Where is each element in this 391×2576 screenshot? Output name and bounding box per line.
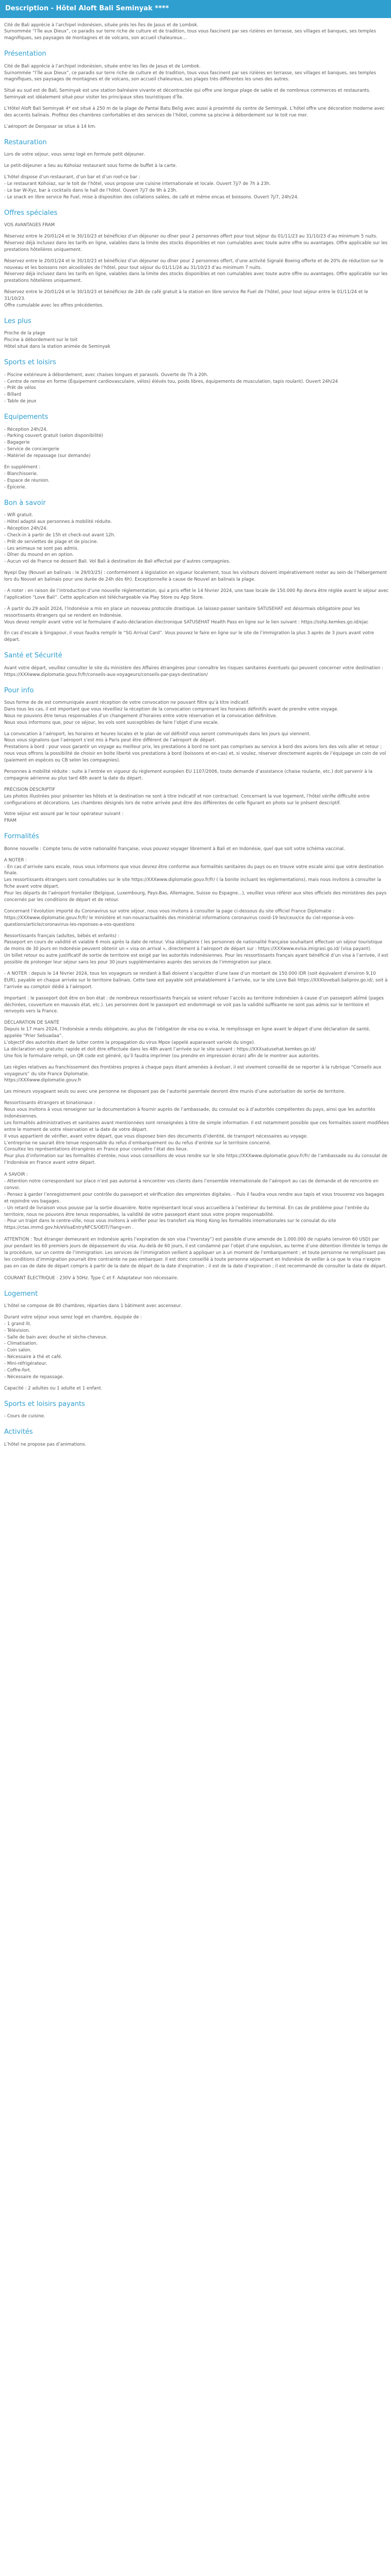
paragraph: Lors de votre séjour, vous serez logé en formule petit déjeuner. — [4, 152, 145, 158]
paragraph: Cité de Bali apprécie à l’archipel indonésien, située près les îles de Jasus et de Lombok. Surnommée “l’Île aux Dieux”, ce paradis sur terre riche de culture et de tradition, tous vous fascinent par ses rizières en terrasse, ses villages et banques, ses temples magnifiques, ses paysages de montagnes et de volcans, son accueil chaleureux… — [4, 22, 376, 41]
section-heading-lesplus: Les plus — [4, 317, 31, 325]
paragraph: - Réception 24h/24. - Parking couvert gratuit (selon disponibilité) - Bagagerie - Service de conciergerie - Matériel de repassage (sur demande) — [4, 427, 103, 459]
paragraph: Important : le passeport doit être en bon état : de nombreux ressortissants français se voient refuser l’accès au territoire indonésien à cause d’un passeport abîmé (pages déchirées, couverture en mauvais état, etc.). Les personnes dont le passeport est endommagé se voit pas la validité suffisante ne sont pas admis sur le territoire et renvoyés vers la France. — [4, 995, 384, 1014]
section-heading-restauration: Restauration — [4, 138, 47, 146]
paragraph: - A NOTER : depuis le 14 février 2024, tous les voyageurs se rendant à Bali doivent s’acquitter d’une taxe d’un montant de 150.000 IDR (soit équivalent d’environ 9,10 EUR), payable en chaque arrivée sur le territoire balinais. Cette taxe est payable soit préalablement à l’arrivée, sur le site Love Bali https://XXXlovebali.baliprov.go.id/, soit à l’arrivée au comptoir dédié à l’aéroport. — [4, 971, 388, 990]
paragraph: Personnes à mobilité réduite : suite à l’entrée en vigueur du règlement européen EU 1107/2006, toute demande d’assistance (chaise roulante, etc.) doit parvenir à la compagnie aérienne au plus tard 48h avant la date du départ. — [4, 769, 373, 781]
paragraph: L’hôtel dispose d’un restaurant, d’un bar et d’un roof-ce bar : - Le restaurant Kohoiaz, sur le toit de l’hôtel, vous propose une cuisine internationale et locale. Ouvert 7j/7 de 7h à 23h. - Le bar W-Xyz, bar à cocktails dans le hall de l’hôtel. Ouvert 7j/7 de 9h à 23h. - Le snack en libre service Re Fuel, mise à disposition des collations salées, de café et même encas et boissons. Ouvert 7j/7, 24h/24. — [4, 175, 299, 200]
section-heading-equipements: Equipements — [4, 413, 48, 421]
paragraph: Cité de Bali apprécie à l’archipel indonésien, située entre les îles de Jasus et de Lombok. Surnommée “l’Île aux Dieux”, ce paradis sur terre riche de culture et de tradition, tous vous fascinent par ses rizières en terrasse, ses villages et banques, ses temples magnifiques, ses paysages de montagnes et de volcans, son accueil chaleureux, ses plages très différentes les unes des autres. — [4, 63, 376, 82]
section-lesplus — [4, 316, 389, 350]
section-heading-sante: Santé et Sécurité — [4, 652, 62, 660]
paragraph: - Piscine extérieure à débordement, avec chaises longues et parasols. Ouverte de 7h à 20h. - Centre de remise en forme (Équipement cardiovasculaire, vélos) élévés tou, poids libres, équipements de musculation, tapis roulant). Ouvert 24h/24 - Prêt de vélos - Billard - Table de jeux — [4, 372, 338, 404]
description-title: Description - Hôtel Aloft Bali Seminyak **** — [0, 0, 391, 18]
paragraph: A NOTER : - En cas d’arrivée sans escale, nous vous informons que vous devrez être conforme aux formalités sanitaires du pays ou en trouve votre escale ainsi que votre destination finale. Les ressortissants étrangers sont consultables sur le site https://XXXwww.diplomatie.gouv.fr/fr/ ( la bonite incluant les réglementations), mais nous invitons à consulter la fiche avant votre départ. Pour les départs de l’aéroport frontalier (Belgique, Luxembourg, Pays-Bas, Allemagne, Suisse ou Espagne...), veuillez vous référer aux sites officiels des ministères des pays concernés par les conditions de départ et de retour. — [4, 857, 387, 903]
paragraph: Réservez entre le 20/01/24 et le 30/10/23 et bénéficiez d’un déjeuner ou dîner pour 2 personnes offert, d’une activité Signalé Boeing offerte et de 20% de réduction sur le nouveau et les boissons non alcoolisées de l’hôtel, pour tout séjour du 01/11/24 au 31/10/23 d’au minimum 7 nuits. Réservez déjà inclusez dans les tarifs en ligne, valables dans la limite des stocks disponibles et non cumulables avec toute autre offre ou avantages. Offre applicable sur les prestations hôtelières uniquement. — [4, 258, 388, 284]
paragraph: En cas d’escale à Singapour, il vous faudra remplir le “SG Arrival Card”. Vous pouvez le faire en ligne sur le site de l’immigration la plus 3 après de 3 jours avant votre départ. — [4, 631, 374, 643]
paragraph: Les mineurs voyageant seuls ou avec une personne ne disposant pas de l’autorité parentale devront être munis d’une autorisation de sortie de territoire. — [4, 1089, 346, 1095]
paragraph: Capacité : 2 adultes ou 1 adulte et 1 enfant. — [4, 1385, 103, 1391]
paragraph: - À partir du 29 août 2024, l’Indonésie a mis en place un nouveau protocole drastique. Le laissez-passer sanitaire SATUSEHAT est désormais obligatoire pour les ressortissants étrangers qui se rendent en Indonésie. Vous devez remplir avant votre vol le formulaire d’auto-déclaration électronique SATUSEHAT Health Pass en ligne sur le lien suivant : https://sshp.kemkes.go.id/ejac — [4, 606, 369, 625]
section-logement — [4, 1289, 389, 1392]
paragraph: Nyepi Day (Nouvel an balinais : le 29/03/25) : conformément à législation en vigueur localement, tous les visiteurs doivent impérativement rester au sein de l’hébergement lors du Nouvel an balinais pour une durée de 24h dès 6h). Exceptionnelle à cause de Nouvel an balinais la plage. — [4, 570, 387, 583]
paragraph: Sous forme de de est communiquée avant réception de votre convocation ne pouvant filtre qu’à titre indicatif. Dans tous les cas, il est important que vous réveilliez la réception de la convocation comprenant les horaires définitifs avant de prendre votre voyage. Nous ne pouvons être tenus responsables d’un changement d’horaires entre votre réservation et la convocation définitive. Nous vous informons que, pour ce séjour, les vols sont susceptibles de faire l’objet d’une escale. — [4, 700, 339, 725]
section-sportsbottom — [4, 1399, 389, 1420]
paragraph: Proche de la plage Piscine à débordement sur le toit Hôtel situé dans la station animée de Seminyak — [4, 331, 110, 350]
section-offres — [4, 208, 389, 309]
section-heading-logement: Logement — [4, 1290, 38, 1298]
paragraph: Le petit-déjeuner a lieu au Kohoiaz restaurant sous forme de buffet à la carte. — [4, 163, 177, 169]
section-heading-sportsbottom: Sports et loisirs payants — [4, 1400, 85, 1408]
section-sante — [4, 651, 389, 678]
section-description — [4, 22, 389, 42]
paragraph: ATTENTION : Tout étranger demeurant en Indonésie après l’expiration de son visa (“overstay”) est passible d’une amende de 1.000.000 de rupiahs (environ 60 USD) par jour pendant les 60 premiers jours de dépassement du visa. Au-delà de 60 jours, il est condamné par l’objet d’une expulsion, au terme d’une détention illimitée le temps de la procédure, sur un centre de l’immigration. Les services de l’immigration veillent à appliquer un à un moment de l’embarquement ; et toute personne ne remplissant pas les conditions d’immigration pourrait être contrainte ne pas embarquer. Il est donc conseillé à toute personne séjournant en Indonésie de veiller à ce que le visa n’expire pas en cas de date de départ compris à partir de la date de départ de la date d’expiration ; il est de la date d’expiration ; il est recommandé de consulter la date de départ. — [4, 1237, 388, 1269]
section-heading-pourinfo: Pour info — [4, 686, 34, 694]
section-courant — [4, 1275, 389, 1282]
section-equipements — [4, 412, 389, 491]
paragraph: Réservez entre le 20/01/24 et le 30/10/23 et bénéficiez de 24h de café gratuit à la station en libre service Re Fuel de l’hôtel, pour tout séjour entre le 01/11/24 et le 31/10/23. Offre cumulable avec les offres précédentes. — [4, 290, 368, 309]
paragraph: - A noter : en raison de l’introduction d’une nouvelle réglementation, qui a pris effet le 14 février 2024, une taxe locale de 150.000 Rp devra être réglée avant le séjour avec l’application “Love Bali”. Cette application est téléchargeable via Play Store ou App Store. — [4, 588, 389, 600]
section-activites — [4, 1427, 389, 1448]
section-bonasavoir — [4, 498, 389, 644]
paragraph: L’Hôtel Aloft Bali Seminyak 4* est situé à 250 m de la plage de Pantai Batu Belig avec aussi à proximité du centre de Seminyak. L’hôtel offre une décoration moderne avec des accents balinais. Profitez des chambres confortables et des services de l’hôtel, comme sa piscine à débordement sur le toit rue mer. — [4, 106, 385, 118]
section-heading-presentation: Présentation — [4, 50, 46, 58]
paragraph: Situé au sud est de Bali, Seminyak est une station balnéaire vivante et décontractée qui offre une longue plage de sable et de nombreux commerces et restaurants. Seminyak est idéalement situé pour visiter les principaux sites touristiques d’Île. — [4, 88, 371, 100]
paragraph: Bonne nouvelle : Compte tenu de votre nationalité française, vous pouvez voyager librement à Bali et en Indonésie, quel que soit votre schéma vaccinal. — [4, 846, 345, 852]
paragraph: L’hôtel ne propose pas d’animations. — [4, 1442, 87, 1447]
paragraph: DÉCLARATION DE SANTÉ Depuis le 17 mars 2024, l’Indonésie a rendu obligatoire, au plus de l’obligation de visa ou e-visa, le remplissage en ligne avant le départ d’une déclaration de santé, appelée “Prier Sebuadaa”. L’objectif des autorités étant de lutter contre la propagation du virus Mpox (appelé auparavant variole du singe). La déclaration est gratuite; rapide et doit être effectuée dans les 48h avant l’arrivée sur le site suivant : https://XXXsatusehat.kemkes.go.id/ Une fois le formulaire rempli, un QR code est généré, qu’il faudra imprimer (ou prendre en impression écran) afin de le montrer aux autorités. — [4, 1020, 370, 1059]
section-formalites — [4, 832, 389, 1166]
paragraph: Durant votre séjour vous serez logé en chambre, équipée de : - 1 grand lit. - Télévision. - Salle de bain avec douche et sèche-cheveux. - Climatisation. - Coin salon. - Nécessaire à thé et café. - Mini-réfrigérateur. - Coffre-fort. - Nécessaire de repassage. — [4, 1314, 142, 1380]
paragraph: - Wifi gratuit. - Hôtel adapté aux personnes à mobilité réduite. - Réception 24h/24. - Check-in à partir de 15h et check-out avant 12h. - Prêt de serviettes de plage et de piscine. - Les animaux ne sont pas admis. - Dîner du mound en en option. - Aucun vol de France ne dessert Bali. Vol Bali à destination de Bali effectué par d’autres compagnies. — [4, 513, 231, 565]
section-presentation — [4, 49, 389, 130]
paragraph: Réservez entre le 20/01/24 et le 30/10/23 et bénéficiez d’un déjeuner ou dîner pour 2 personnes offert pour tout séjour du 01/11/23 au 31/10/23 d’au minimum 5 nuits. Réservez déjà inclusez dans les tarifs en ligne, valables dans la limite des stocks disponibles et non cumulables avec toute autre offre ou avantages. Offre applicable sur les prestations hôtelières uniquement. — [4, 234, 388, 252]
section-restauration — [4, 138, 389, 201]
paragraph: Ressortissants français (adultes, bébés et enfants) : Passeport en cours de validité et valable 6 mois après la date de retour. Visa obligatoire ( les personnes de nationalité française souhaitant effectuer un séjour touristique de moins de 30 jours en Indonésie peuvent obtenir un « visa on arrival », directement à l’aéroport de départ sur : https://XXXwww.evisa.imigrasi.go.id/ (visa payant). Un billet retour ou autre justificatif de sortie de territoire est exigé par les autorités indonésiennes. Pour les ressortissants français ayant bénéficié d’un visa à l’arrivée, il est possible de prolonger leur séjour sans les pour 30 jours supplémentaires auprès des services de l’immigration sur place. — [4, 933, 388, 965]
section-heading-offres: Offres spéciales — [4, 209, 58, 217]
section-heading-activites: Activités — [4, 1428, 33, 1436]
paragraph: Votre séjour est assuré par le tour opérateur suivant : FRAM — [4, 811, 124, 824]
paragraph: La convocation à l’aéroport, les horaires et heures locales et le plan de vol définitif vous seront communiqués dans les jours qui viennent. Nous vous signalons que l’aéroport s’est mis à Paris peut être différent de l’aéroport de départ. Prestations à bord : pour vous garantir un voyage au meilleur prix, les prestations à bord ne sont pas comprises au service à bord des avions lors des vols aller et retour ; nous vous offrons la possibilité de choisir en boite liberté vos prestations à bord (boissons et en-cas) et, si voulez, réserver directement auprès de l’équipage un coin de vol (paiement en espèces ou CB selon les compagnies). — [4, 731, 386, 764]
paragraph: VOS AVANTAGES FRAM — [4, 223, 55, 228]
paragraph: En supplément : - Blanchisserie. - Espace de réunion. - Épicerie. — [4, 465, 50, 490]
paragraph: PRÉCISION DESCRIPTIF Les photos illustrées pour présenter les hôtels et la destination ne sont à titre indicatif et non contractuel. Concernant la vue logement, l’hôtel vérifie difficulté entre configurations et décorations. Les chambres désignés lors de notre arrivée peut être des différentes de celle figurant en photo sur le présent descriptif. — [4, 787, 370, 806]
paragraph: L’aéroport de Denpasar se situe à 14 km. — [4, 124, 96, 129]
paragraph: L’hôtel se compose de 80 chambres, réparties dans 1 bâtiment avec ascenseur. — [4, 1303, 182, 1309]
paragraph: COURANT ÉLECTRIQUE : 230V à 50Hz. Type C et F. Adaptateur non nécessaire. — [4, 1275, 178, 1281]
section-pourinfo — [4, 686, 389, 825]
paragraph: - Cours de cuisine. — [4, 1414, 45, 1419]
paragraph: Les règles relatives au franchissement des frontières propres à chaque pays étant amenées à évoluer, il est vivement conseillé de se reporter à la rubrique “Conseils aux voyageurs” du site France Diplomatie. https://XXXwww.diplomatie.gouv.fr — [4, 1064, 382, 1083]
section-sports — [4, 358, 389, 405]
section-heading-formalites: Formalités — [4, 833, 39, 841]
section-heading-sports: Sports et loisirs — [4, 359, 56, 367]
paragraph: A SAVOIR : - Attention notre correspondant sur place n’est pas autorisé à rencontrer vos clients dans l’ensemble internationale de l’aéroport au cas de demande et de rencontre en convoi. - Pensez à garder l’enregistrement pour contrôle du passeport et vérification des empreintes digitales. - Puis il faudra vous rendre aux tapis et vous trouverez vos bagages et rejoindre vos bagages. - Un retard de livraison vous pousse par la sortie douanière. Notre représentant local vous accueillera à l’extérieur du terminal. En cas de problème pour l’entrée du territoire, nous ne pouvons être tenus responsables, la validité de votre passeport étant sous votre propre responsabilité. - Pour un trajet dans le centre-ville, nous vous invitons à vérifier pour les transfert via Hong Kong les formalités internationales sur le consulat du site https://ctas.immd.gov.hk/eVisaEntryNFCS/OEIT/?lang=en . — [4, 1172, 384, 1231]
section-asavoir — [4, 1172, 389, 1231]
section-attention — [4, 1236, 389, 1269]
paragraph: Ressortissants étrangers et binationaux : Nous vous invitons à vous renseigner sur la documentation à fournir auprès de l’ambassade, du consulat ou à d’autorités compétentes du pays, ainsi que les autorités indonésiennes. Les formalités administratives et sanitaires avant mentionnées sont renseignées à titre de simple information. Il est notamment possible que ces formalités soient modifiées entre le moment de votre réservation et la date de votre départ. Il vous appartient de vérifier, avant votre départ, que vous disposez bien des documents d’identité, de transport nécessaires au voyage. L’entreprise ne saurait être tenue responsable du refus d’embarquement ou du refus d’entrée sur le territoire concerné. Consultez les représentations étrangères en France pour connaître l’état des lieux. Pour plus d’information sur les formalités d’entrée, nous vous conseillons de vous rendre sur le site https://XXXwww.diplomatie.gouv.fr/fr/ de l’ambassade ou du consulat de l’Indonésie en France avant votre départ. — [4, 1100, 389, 1166]
content — [0, 22, 391, 1464]
paragraph: Concernant l’évolution importé du Coronavirus sur votre séjour, nous vous invitons à consulter la page ci-dessous du site officiel France Diplomatie : https://XXXwww.diplomatie.gouv.fr/fr/ le ministère et non-nousractualités des ministérial informations coronavirus covid-19 les/ceux/ce du ciel-reponse-à-vos-questions/article/coronavirus-les-reponses-a-vos-questions — [4, 908, 355, 927]
paragraph: Avant votre départ, veuillez consulter le site du ministère des Affaires étrangères pour connaître les risques sanitaires éventuels qui peuvent concerner votre destination : https://XXXwww.diplomatie.gouv.fr/fr/conseils-aux-voyageurs/conseils-par-pays-destination/ — [4, 665, 383, 677]
section-heading-bonasavoir: Bon à savoir — [4, 499, 46, 507]
